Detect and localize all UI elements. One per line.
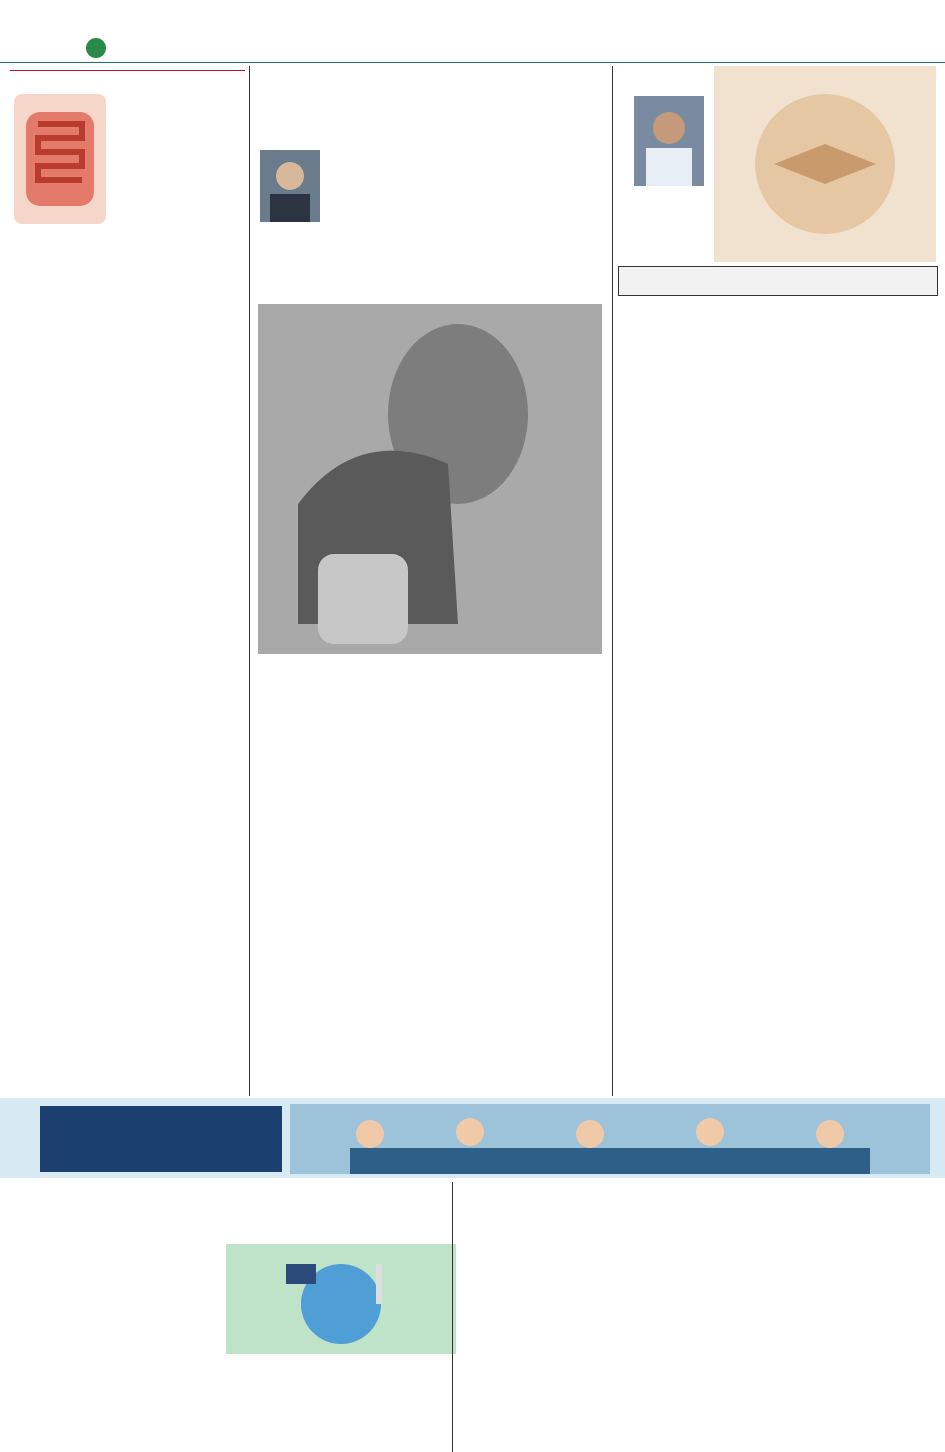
hsc-set10 xyxy=(455,1218,680,1336)
women-article xyxy=(256,66,606,1096)
diarrhea-subtitle xyxy=(14,306,106,366)
diarrhea-intro xyxy=(110,94,243,364)
hands-photo xyxy=(714,66,936,262)
column-divider xyxy=(452,1182,453,1452)
hsc-col1 xyxy=(455,1218,680,1452)
masthead xyxy=(0,0,945,63)
stop-violence-illustration xyxy=(258,304,602,654)
truth-title-box xyxy=(618,266,938,296)
class5-section xyxy=(10,1182,460,1452)
truth-article xyxy=(618,66,936,1096)
author-portrait-icon xyxy=(634,96,704,186)
students-group-icon xyxy=(290,1104,930,1174)
women-caption-col2 xyxy=(432,660,602,1070)
page-number xyxy=(86,38,106,58)
column-divider xyxy=(249,66,250,1096)
energy-illustration xyxy=(226,1244,456,1354)
students-photo xyxy=(290,1104,930,1174)
intestine-illustration xyxy=(14,94,106,224)
women-col1 xyxy=(324,150,434,300)
women-article-title xyxy=(256,66,606,76)
author-photo xyxy=(634,96,704,186)
author-portrait-icon xyxy=(260,150,320,222)
student-banner-title xyxy=(40,1106,282,1172)
section-tab xyxy=(10,30,72,58)
women-caption-col1 xyxy=(258,660,426,1090)
women-col2 xyxy=(438,150,602,300)
column-divider xyxy=(612,66,613,1096)
student-banner xyxy=(0,1098,945,1178)
class5-left-text xyxy=(10,1244,220,1444)
hsc-set12 xyxy=(686,1182,936,1302)
hands-together-icon xyxy=(714,66,936,262)
women-article-illustration xyxy=(258,304,602,654)
diarrhea-body xyxy=(14,370,243,1090)
hsc-col2 xyxy=(686,1182,936,1452)
diarrhea-title xyxy=(10,66,245,71)
class5-right-text xyxy=(226,1358,456,1448)
truth-col2 xyxy=(780,300,936,990)
author-photo xyxy=(260,150,320,222)
diarrhea-editorial xyxy=(10,66,245,1096)
truth-col1 xyxy=(618,300,774,1080)
intestine-icon xyxy=(14,94,106,224)
globe-energy-icon xyxy=(226,1244,456,1354)
